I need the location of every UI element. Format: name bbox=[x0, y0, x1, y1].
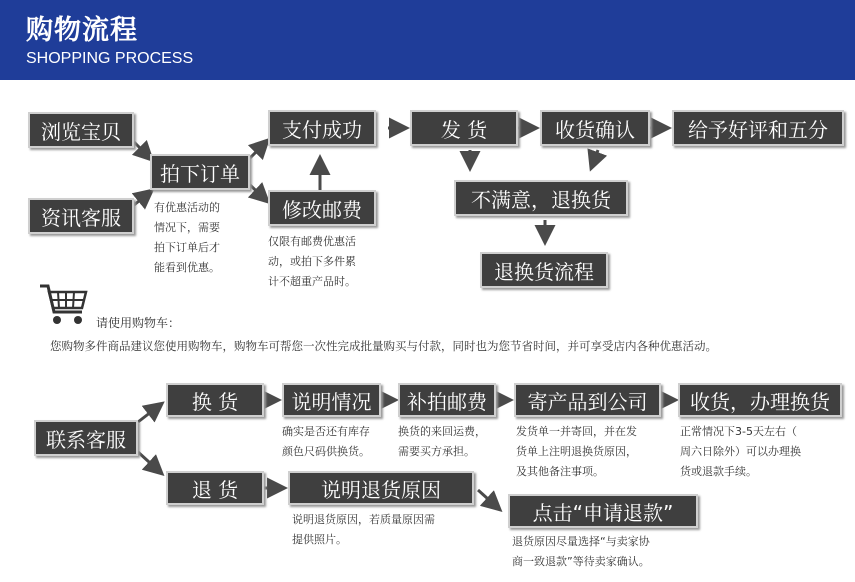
box-refund: 退 货 bbox=[166, 471, 264, 505]
box-unsatisfied: 不满意，退换货 bbox=[454, 180, 628, 216]
box-explain-reason: 说明退货原因 bbox=[288, 471, 474, 505]
box-receive-exchange: 收货，办理换货 bbox=[678, 383, 842, 417]
arrow-contact-refund bbox=[138, 452, 160, 472]
note-send-company: 发货单一并寄回，并在发 货单上注明退换货原因， 及其他备注事项。 bbox=[516, 425, 637, 478]
page-subtitle: SHOPPING PROCESS bbox=[26, 50, 194, 67]
box-paid: 支付成功 bbox=[268, 110, 376, 146]
box-ship: 发 货 bbox=[410, 110, 518, 146]
note-reason: 说明退货原因，若质量原因需 提供照片。 bbox=[292, 513, 435, 546]
box-apply-refund: 点击“申请退款” bbox=[508, 494, 698, 528]
cart-description: 您购物多件商品建议您使用购物车，购物车可帮您一次性完成批量购买与付款，同时也为您节省时间，并可享受店内各种优惠活动。 bbox=[50, 339, 717, 353]
shopping-cart-icon bbox=[38, 282, 90, 328]
page-title: 购物流程 bbox=[26, 15, 138, 46]
box-order: 拍下订单 bbox=[150, 154, 250, 190]
box-confirm: 收货确认 bbox=[540, 110, 650, 146]
arrow-consult-order bbox=[134, 192, 150, 205]
note-pay-postage: 换货的来回运费， 需要买方承担。 bbox=[398, 425, 486, 458]
box-explain: 说明情况 bbox=[282, 383, 381, 417]
box-browse: 浏览宝贝 bbox=[28, 112, 134, 148]
box-exchange: 换 货 bbox=[166, 383, 264, 417]
note-order: 有优惠活动的 情况下，需要 拍下订单后才 能看到优惠。 bbox=[154, 201, 220, 274]
box-contact-service: 联系客服 bbox=[34, 420, 138, 456]
box-review: 给予好评和五分 bbox=[672, 110, 844, 146]
note-receive: 正常情况下3-5天左右（ 周六日除外）可以办理换 货或退款手续。 bbox=[680, 425, 801, 478]
arrow-browse-order bbox=[134, 142, 150, 158]
box-send-company: 寄产品到公司 bbox=[514, 383, 661, 417]
note-refund: 退货原因尽量选择“与卖家协 商一致退款”等待卖家确认。 bbox=[512, 535, 650, 568]
note-postage: 仅限有邮费优惠活 动，或拍下多件累 计不超重产品时。 bbox=[268, 235, 356, 288]
cart-label: 请使用购物车： bbox=[96, 316, 181, 330]
box-consult: 资讯客服 bbox=[28, 198, 134, 234]
arrow-contact-exchange bbox=[138, 405, 160, 422]
arrow-reason-apply bbox=[478, 490, 498, 508]
note-explain: 确实是否还有库存 颜色尺码供换货。 bbox=[282, 425, 370, 458]
box-edit-postage: 修改邮费 bbox=[268, 190, 376, 226]
box-pay-postage: 补拍邮费 bbox=[398, 383, 496, 417]
box-return-flow: 退换货流程 bbox=[480, 252, 608, 288]
arrow-confirm-unsat bbox=[592, 150, 598, 166]
arrow-order-paid bbox=[250, 142, 266, 158]
